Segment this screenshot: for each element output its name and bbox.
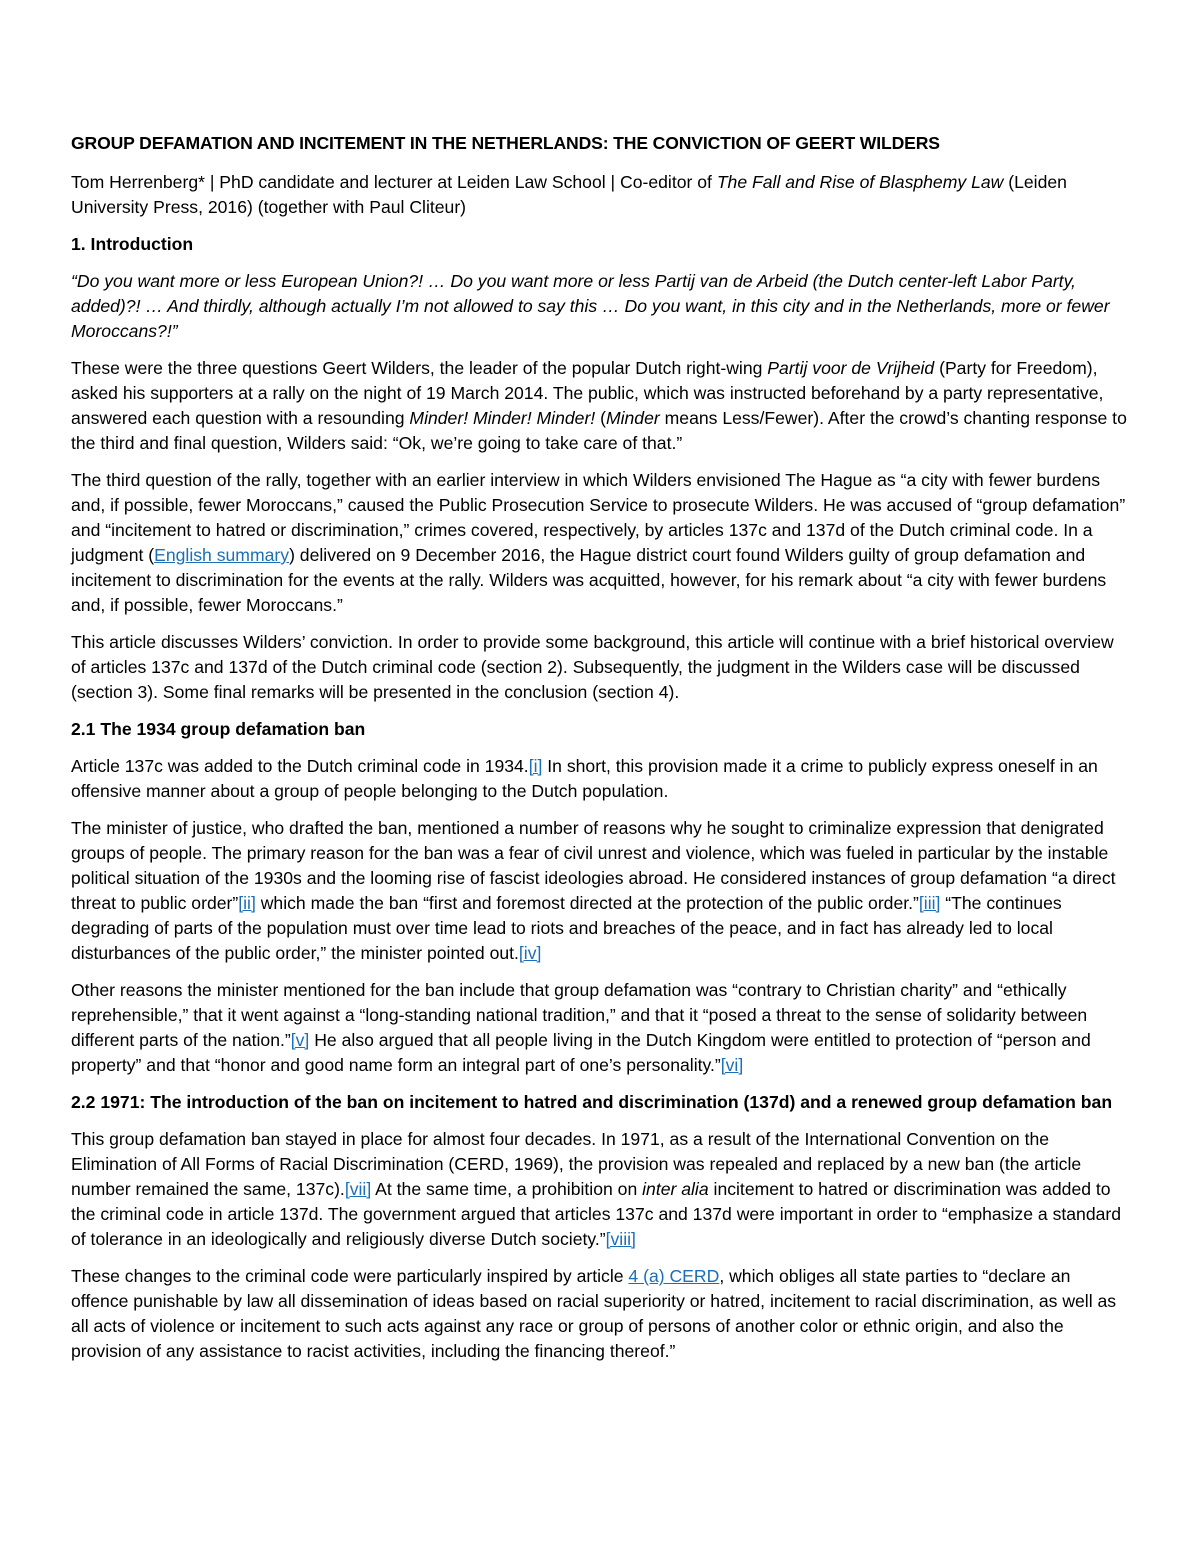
inter-alia: inter alia bbox=[642, 1179, 709, 1199]
footnote-link-viii[interactable]: [viii] bbox=[605, 1229, 636, 1249]
text: At the same time, a prohibition on bbox=[371, 1179, 643, 1199]
text: which made the ban “first and foremost directed at the protection of the public order.” bbox=[255, 893, 919, 913]
text: This group defamation ban stayed in place for almost four decades. In 1971, as a result of the International Convention on the Elimination of All Forms of Racial Discrimination (CERD, 1969), the provision was repealed and replaced by a new ban (the article number remained the same, 137c). bbox=[71, 1129, 1082, 1199]
paragraph-overview: This article discusses Wilders’ conviction. In order to provide some background, this article will continue with a brief historical overview of articles 137c and 137d of the Dutch criminal code (section 2). Subsequently, the judgment in the Wilders case will be discussed (section 3). Some final remarks will be presented in the conclusion (section 4). bbox=[71, 632, 1114, 702]
text: ( bbox=[595, 408, 606, 428]
text: He also argued that all people living in the Dutch Kingdom were entitled to protection of “person and property” and that “honor and good name form an integral part of one’s personality.” bbox=[71, 1030, 1091, 1075]
text: These changes to the criminal code were particularly inspired by article bbox=[71, 1266, 629, 1286]
heading-section-2-2: 2.2 1971: The introduction of the ban on incitement to hatred and discrimination (137d) and a renewed group defamation ban bbox=[71, 1092, 1113, 1112]
paragraph-prosecution bbox=[71, 468, 1130, 618]
cerd-article-link[interactable]: 4 (a) CERD bbox=[628, 1266, 720, 1286]
heading-introduction: 1. Introduction bbox=[71, 234, 194, 254]
text: ) delivered on 9 December 2016, the Hague district court found Wilders guilty of group defamation and incitement to discrimination for the events at the rally. Wilders was acquitted, however, for his remark about “a city with fewer burdens and, if possible, fewer Moroccans.” bbox=[71, 545, 1107, 615]
footnote-link-iii[interactable]: [iii] bbox=[918, 893, 941, 913]
footnote-link-ii[interactable]: [ii] bbox=[238, 893, 256, 913]
rally-quote bbox=[71, 269, 1130, 344]
english-summary-link[interactable]: English summary bbox=[154, 545, 290, 565]
text: (Party for Freedom), asked his supporters at a rally on the night of 19 March 2014. The public, which was instructed beforehand by a party representative, answered each question with a resounding bbox=[71, 358, 1104, 428]
paragraph-137c bbox=[71, 754, 1130, 804]
quote-text: “Do you want more or less European Union?! … Do you want more or less Partij van de Arbeid (the Dutch center-left Labor Party, added)?! … And thirdly, although actually I’m not allowed to say this … Do you want, in this city and in the Netherlands, more or fewer Moroccans?!” bbox=[71, 271, 1110, 341]
chant-text: Minder! Minder! Minder! bbox=[409, 408, 596, 428]
document-title: GROUP DEFAMATION AND INCITEMENT IN THE NETHERLANDS: THE CONVICTION OF GEERT WILDERS bbox=[71, 133, 940, 153]
byline-text-end: (Leiden University Press, 2016) (together with Paul Cliteur) bbox=[71, 172, 1067, 217]
book-title: The Fall and Rise of Blasphemy Law bbox=[716, 172, 1004, 192]
footnote-link-iv[interactable]: [iv] bbox=[518, 943, 542, 963]
text: In short, this provision made it a crime to publicly express oneself in an offensive manner about a group of people belonging to the Dutch population. bbox=[71, 756, 1098, 801]
footnote-link-v[interactable]: [v] bbox=[290, 1030, 310, 1050]
footnote-link-vi[interactable]: [vi] bbox=[720, 1055, 744, 1075]
party-name: Partij voor de Vrijheid bbox=[767, 358, 935, 378]
paragraph-cerd bbox=[71, 1264, 1130, 1364]
minder-word: Minder bbox=[605, 408, 660, 428]
paragraph-minister-reasons bbox=[71, 816, 1130, 966]
footnote-link-vii[interactable]: [vii] bbox=[344, 1179, 372, 1199]
text: The minister of justice, who drafted the ban, mentioned a number of reasons why he sought to criminalize expression that denigrated groups of people. The primary reason for the ban was a fear of civil unrest and violence, which was fueled in particular by the instable political situation of the 1930s and the looming rise of fascist ideologies abroad. He considered instances of group defamation “a direct threat to public order” bbox=[71, 818, 1116, 913]
paragraph-1971 bbox=[71, 1127, 1130, 1252]
text: The third question of the rally, together with an earlier interview in which Wilders envisioned The Hague as “a city with fewer burdens and, if possible, fewer Moroccans,” caused the Public Prosecution Service to prosecute Wilders. He was accused of “group defamation” and “incitement to hatred or discrimination,” crimes covered, respectively, by articles 137c and 137d of the Dutch criminal code. In a judgment ( bbox=[71, 470, 1126, 565]
text: Article 137c was added to the Dutch criminal code in 1934. bbox=[71, 756, 529, 776]
text: These were the three questions Geert Wilders, the leader of the popular Dutch right-wing bbox=[71, 358, 768, 378]
text: “The continues degrading of parts of the population must over time lead to riots and breaches of the peace, and in fact has already led to local disturbances of the public order,” the minister pointed out. bbox=[71, 893, 1062, 963]
author-byline bbox=[71, 170, 1130, 220]
text: Other reasons the minister mentioned for the ban include that group defamation was “contrary to Christian charity” and “ethically reprehensible,” that it went against a “long-standing national tradition,” and that it “posed a threat to the sense of solidarity between different parts of the nation.” bbox=[71, 980, 1088, 1050]
paragraph-other-reasons bbox=[71, 978, 1130, 1078]
byline-text: Tom Herrenberg* | PhD candidate and lecturer at Leiden Law School | Co-editor of bbox=[71, 172, 717, 192]
text: , which obliges all state parties to “declare an offence punishable by law all dissemination of ideas based on racial superiority or hatred, incitement to racial discrimination, as well as all acts of violence or incitement to such acts against any race or group of persons of another color or ethnic origin, and also the provision of any assistance to racist activities, including the financing thereof.” bbox=[71, 1266, 1117, 1361]
heading-section-2-1: 2.1 The 1934 group defamation ban bbox=[71, 719, 366, 739]
paragraph-rally bbox=[71, 356, 1130, 456]
footnote-link-i[interactable]: [i] bbox=[528, 756, 543, 776]
text: incitement to hatred or discrimination was added to the criminal code in article 137d. The government argued that articles 137c and 137d were important in order to “emphasize a standard of tolerance in an ideologically and religiously diverse Dutch society.” bbox=[71, 1179, 1122, 1249]
text: means Less/Fewer). After the crowd’s chanting response to the third and final question, Wilders said: “Ok, we’re going to take care of that.” bbox=[71, 408, 1127, 453]
